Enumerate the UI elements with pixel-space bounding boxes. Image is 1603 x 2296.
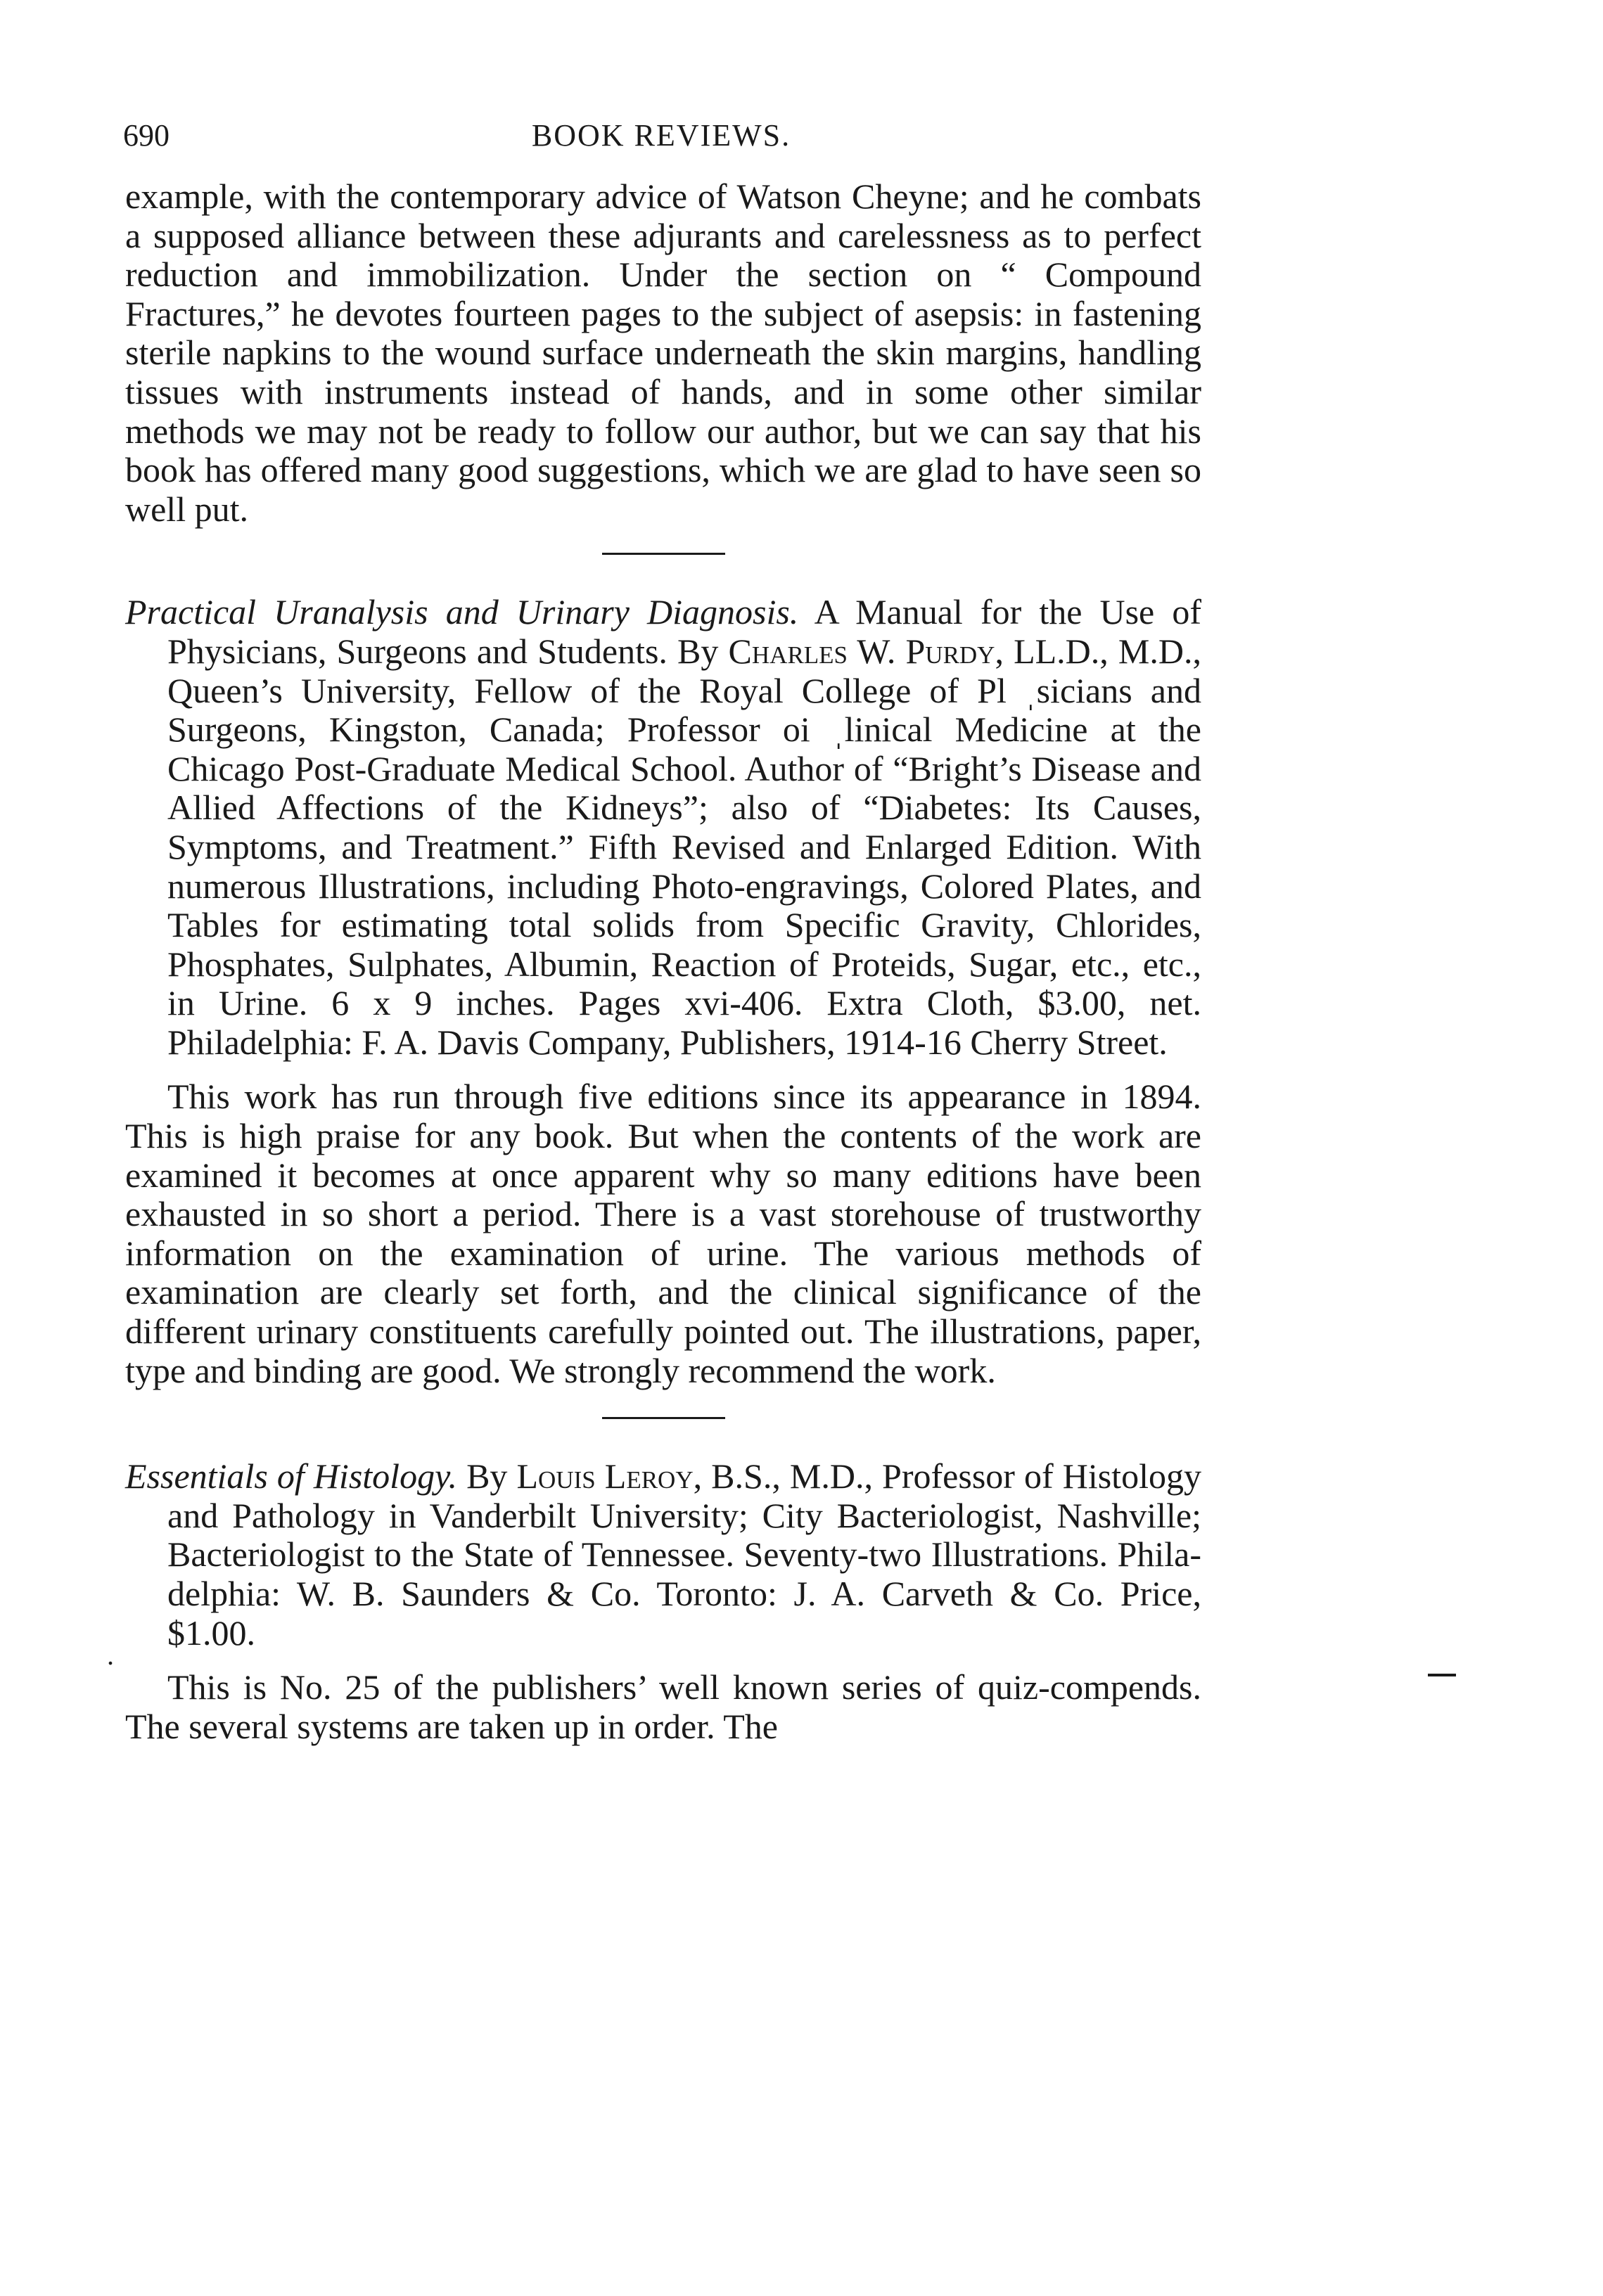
page-header (123, 111, 1199, 160)
citation-details: , LL.D., M.D., Queen’s University, Fellow of the Royal College of Pl ˌsicians and Surgeons, Kingston, Canada; Professor oi ˌlinical Medicine at the Chicago Post-Graduate Medical School. Author of “Bright’s Disease and Allied Affections of the Kidneys”; also of “Diabetes: Its Causes, Symptoms, and Treatment.” Fifth Revised and Enlarged Edition. With numerous Illustrations, including Photo-engravings, Colored Plates, and Tables for estimating total solids from Specific Gravity, Chlorides, Phosphates, Sulphates, Albumin, Reaction of Proteids, Sugar, etc., etc., in Urine. 6 x 9 inches. Pages xvi-406. Extra Cloth, $3.00, net. Philadelphia: F. A. Davis Company, Publishers, 1914-16 Cherry Street. (167, 631, 1201, 1062)
page-number: 690 (123, 118, 170, 153)
section-divider (602, 553, 725, 555)
running-head: BOOK REVIEWS. (531, 118, 791, 153)
margin-mark: . (107, 1639, 114, 1671)
review-text: This work has run through five editions since its appearance in 1894. This is high praise for any book. But when the contents of the work are examined it becomes at once apparent why so many editions have been exhausted in so short a period. There is a vast storehouse of trustworthy information on the examination of urine. The various methods of examination are clearly set forth, and the clinical significance of the different urinary constituents carefully pointed out. The illustrations, paper, type and binding are good. We strongly recommend the work. (125, 1077, 1201, 1390)
review-text: This is No. 25 of the publishers’ well known series of quiz-compends. The several systems are taken up in order. The (125, 1667, 1201, 1746)
citation-details: A Manual for the Use of Physicians, Surgeons and Students. By (167, 592, 1201, 671)
continued-paragraph: example, with the contemporary advice of Watson Cheyne; and he combats a supposed alliance between these adjurants and carelessness as to perfect reduction and immobilization. Under the section on “ Compound Fractures,” he devotes fourteen pages to the subject of asepsis: in fastening sterile napkins to the wound surface underneath the skin margins, handling tissues with instruments instead of hands, and in some other similar methods we may not be ready to follow our author, but we can say that his book has offered many good suggestions, which we are glad to have seen so well put. (125, 177, 1201, 529)
book-author: Louis Leroy (516, 1456, 694, 1496)
spacer (125, 1653, 1201, 1668)
citation-details: , B.S., M.D., Professor of Histology and Pathology in Vanderbilt University; City Bacteriologist, Nashville; Bacteriologist to the State of Tennessee. Seventy-two Illustrations. Philadelphia: W. B. Saunders & Co. Toronto: J. A. Carveth & Co. Price, $1.00. (167, 1456, 1201, 1653)
book-title: Practical Uranalysis and Urinary Diagnosis. (125, 592, 799, 632)
book-citation (125, 1457, 1201, 1653)
margin-mark (1428, 1674, 1456, 1676)
book-author: Charles W. Purdy (728, 631, 995, 671)
section-divider (602, 1417, 725, 1419)
page-body (125, 177, 1201, 1746)
spacer (125, 1062, 1201, 1077)
book-title: Essentials of Histology. (125, 1456, 457, 1496)
citation-details: By (457, 1456, 517, 1496)
book-citation (125, 593, 1201, 1062)
